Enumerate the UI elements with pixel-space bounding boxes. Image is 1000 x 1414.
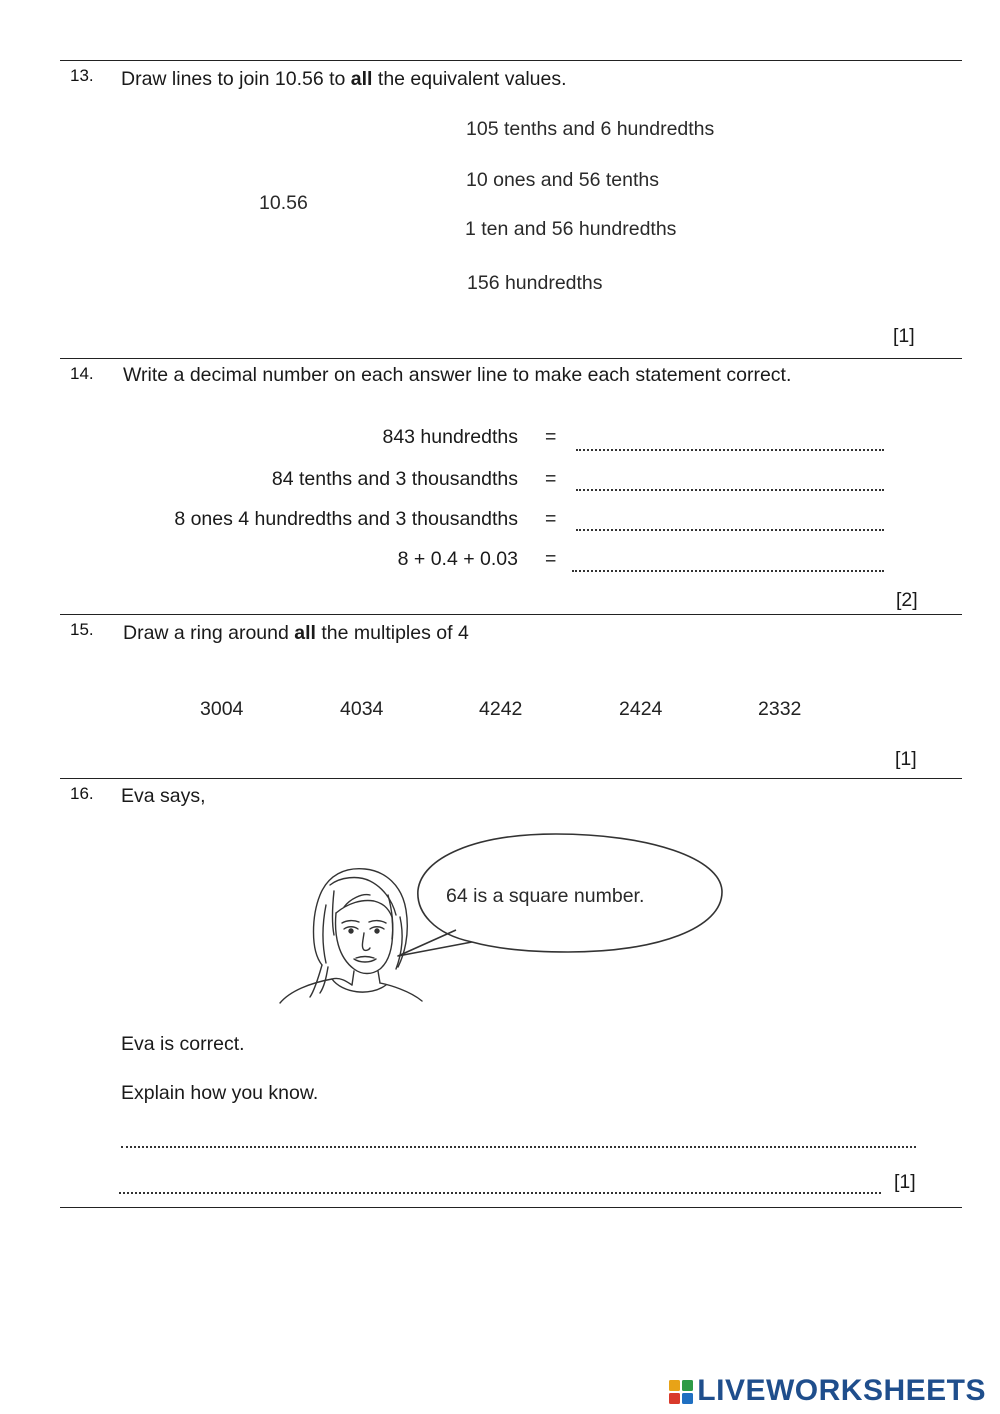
answer-line[interactable] xyxy=(576,449,884,451)
statement-left: 84 tenths and 3 thousandths xyxy=(271,468,518,490)
question-text-part: Draw a ring around xyxy=(123,622,295,644)
question-text-part: the multiples of 4 xyxy=(315,622,469,644)
divider xyxy=(60,778,962,779)
question-text xyxy=(123,622,469,645)
answer-line[interactable] xyxy=(572,570,884,572)
marks-label: [2] xyxy=(896,589,918,611)
number-choice[interactable]: 4242 xyxy=(479,698,523,720)
match-option[interactable]: 10 ones and 56 tenths xyxy=(466,169,659,191)
match-option[interactable]: 1 ten and 56 hundredths xyxy=(465,218,677,240)
match-option[interactable]: 105 tenths and 6 hundredths xyxy=(466,118,715,140)
equals-sign: = xyxy=(545,426,557,448)
answer-line[interactable] xyxy=(576,489,884,491)
number-choice[interactable]: 2332 xyxy=(758,698,802,720)
question-number: 14. xyxy=(70,364,94,383)
number-choice[interactable]: 3004 xyxy=(200,698,244,720)
divider xyxy=(60,358,962,359)
source-value[interactable]: 10.56 xyxy=(259,192,308,214)
divider xyxy=(60,60,962,61)
statement-left: 8 ones 4 hundredths and 3 thousandths xyxy=(174,508,518,530)
number-choice[interactable]: 2424 xyxy=(619,698,663,720)
match-option[interactable]: 156 hundredths xyxy=(467,272,603,294)
divider xyxy=(60,1207,962,1208)
statement-left: 843 hundredths xyxy=(382,426,518,448)
question-text: Write a decimal number on each answer line to make each statement correct. xyxy=(123,364,792,386)
question-text xyxy=(121,68,567,91)
divider xyxy=(60,614,962,615)
question-text-emphasis: all xyxy=(350,68,373,90)
logo-text: LIVEWORKSHEETS xyxy=(697,1374,986,1407)
number-choice[interactable]: 4034 xyxy=(340,698,384,720)
statement-text: Eva is correct. xyxy=(121,1033,245,1055)
question-text-part: Draw lines to join 10.56 to xyxy=(121,68,351,90)
statement-left: 8 + 0.4 + 0.03 xyxy=(397,548,518,570)
answer-line[interactable] xyxy=(119,1192,881,1194)
question-text-part: the equivalent values. xyxy=(372,68,567,90)
marks-label: [1] xyxy=(894,1171,916,1193)
marks-label: [1] xyxy=(895,748,917,770)
liveworksheets-logo xyxy=(669,1374,986,1408)
question-number: 16. xyxy=(70,784,94,803)
speech-text: 64 is a square number. xyxy=(446,885,645,907)
question-number: 15. xyxy=(70,620,94,639)
equals-sign: = xyxy=(545,508,557,530)
answer-line[interactable] xyxy=(121,1146,916,1148)
question-text-emphasis: all xyxy=(294,622,316,644)
equals-sign: = xyxy=(545,468,557,490)
answer-line[interactable] xyxy=(576,529,884,531)
question-number: 13. xyxy=(70,66,94,85)
marks-label: [1] xyxy=(893,325,915,347)
equals-sign: = xyxy=(545,548,557,570)
logo-grid-icon xyxy=(669,1380,693,1404)
question-text: Eva says, xyxy=(121,785,206,807)
prompt-text: Explain how you know. xyxy=(121,1082,319,1104)
